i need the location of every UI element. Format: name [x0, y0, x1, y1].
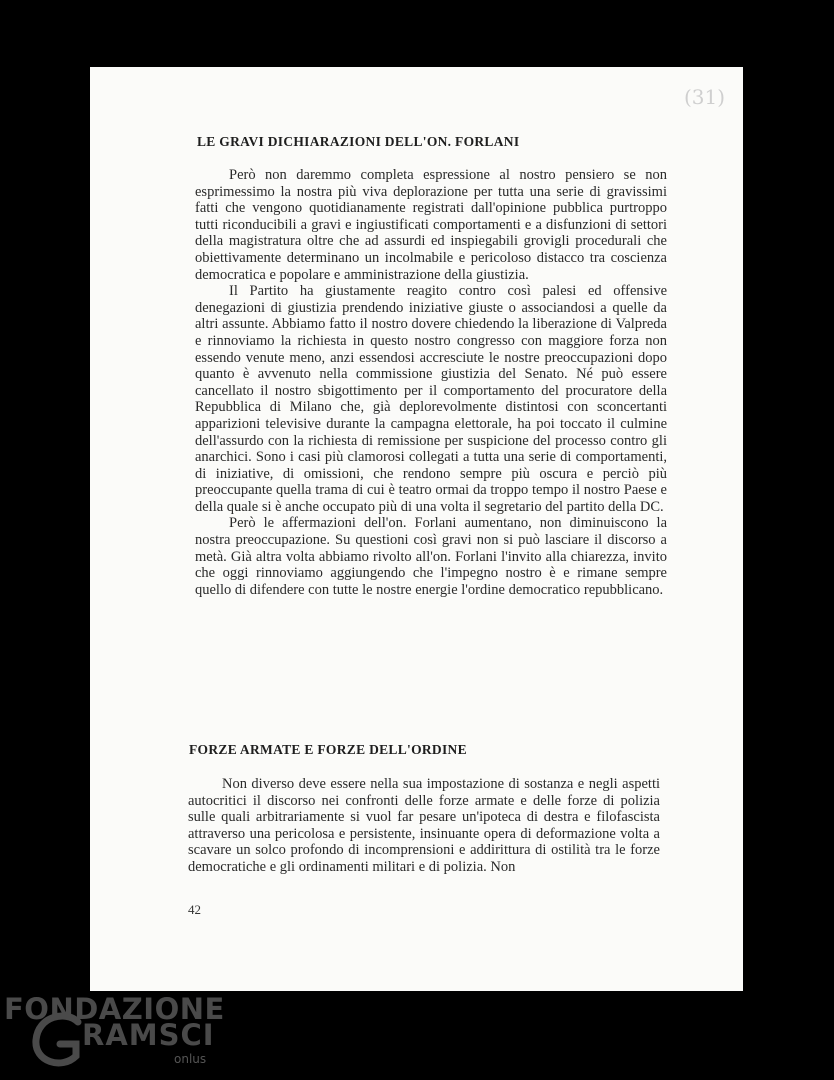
page-number: 42: [188, 902, 201, 917]
fondazione-gramsci-logo: [0, 990, 230, 1080]
section-body-forze-armate: [188, 776, 660, 876]
logo-text-fondazione: FONDAZIONE: [4, 992, 225, 1026]
logo-text-onlus: onlus: [174, 1052, 207, 1066]
section-body-forlani: [195, 167, 667, 598]
paragraph-1: Però non daremmo completa espressione al nostro pensiero se non esprimessimo la nostra più viva deplorazione per tutta una serie di gravissimi fatti che vengono quotidianamente registrati dall'opinione pubblica purtroppo tutti riconducibili a gravi e ingiustificati comportamenti e a disfunzioni di settori della magistratura oltre che ad assurdi ed inspiegabili grovigli procedurali che obiettivamente determinano un incolmabile e pericoloso distacco tra coscienza democratica e popolare e amministrazione della giustizia.: [195, 167, 667, 283]
logo-text-gramsci: RAMSCI: [82, 1018, 215, 1052]
section-heading-forze-armate: FORZE ARMATE E FORZE DELL'ORDINE: [189, 742, 467, 757]
handwritten-page-mark: (31): [683, 85, 725, 109]
section-heading-forlani: LE GRAVI DICHIARAZIONI DELL'ON. FORLANI: [197, 134, 520, 149]
paragraph-4: Non diverso deve essere nella sua impostazione di sostanza e negli aspetti autocritici il discorso nei confronti delle forze armate e delle forze di polizia sulle quali arbitrariamente si vuol far pesare un'ipoteca di destra e filofascista attraverso una pericolosa e persistente, insinuante opera di deformazione volta a scavare un solco profondo di incomprensioni e addirittura di ostilità tra le forze democratiche e gli ordinamenti militari e di polizia. Non: [188, 776, 660, 875]
paragraph-2: Il Partito ha giustamente reagito contro così palesi ed offensive denegazioni di giustizia prendendo iniziative giuste o associandosi a quelle da altri assunte. Abbiamo fatto il nostro dovere chiedendo la liberazione di Valpreda e rinnoviamo la richiesta in questo nostro congresso con maggiore forza non essendo venute meno, anzi essendosi accresciute le nostre preoccupazioni dopo quanto è avvenuto nella commissione giustizia del Senato. Né può essere cancellato il nostro sbigottimento per il comportamento del procuratore della Repubblica di Milano che, già deplorevolmente distintosi con sconcertanti apparizioni televisive durante la campagna elettorale, ha poi toccato il culmine dell'assurdo con la richiesta di remissione per suspicione del processo contro gli anarchici. Sono i casi più clamorosi collegati a tutta una serie di comportamenti, di iniziative, di omissioni, che rendono sempre più oscura e perciò più preoccupante quella trama di cui è teatro ormai da troppo tempo il nostro Paese e della quale si è anche occupato più di una volta il segretario del partito della DC.: [195, 283, 667, 515]
paragraph-3: Però le affermazioni dell'on. Forlani aumentano, non diminuiscono la nostra preoccupazione. Su questioni così gravi non si può lasciare il discorso a metà. Già altra volta abbiamo rivolto all'on. Forlani l'invito alla chiarezza, invito che oggi rinnoviamo aggiungendo che l'impegno nostro è e rimane sempre quello di difendere con tutte le nostre energie l'ordine democratico repubblicano.: [195, 515, 667, 598]
